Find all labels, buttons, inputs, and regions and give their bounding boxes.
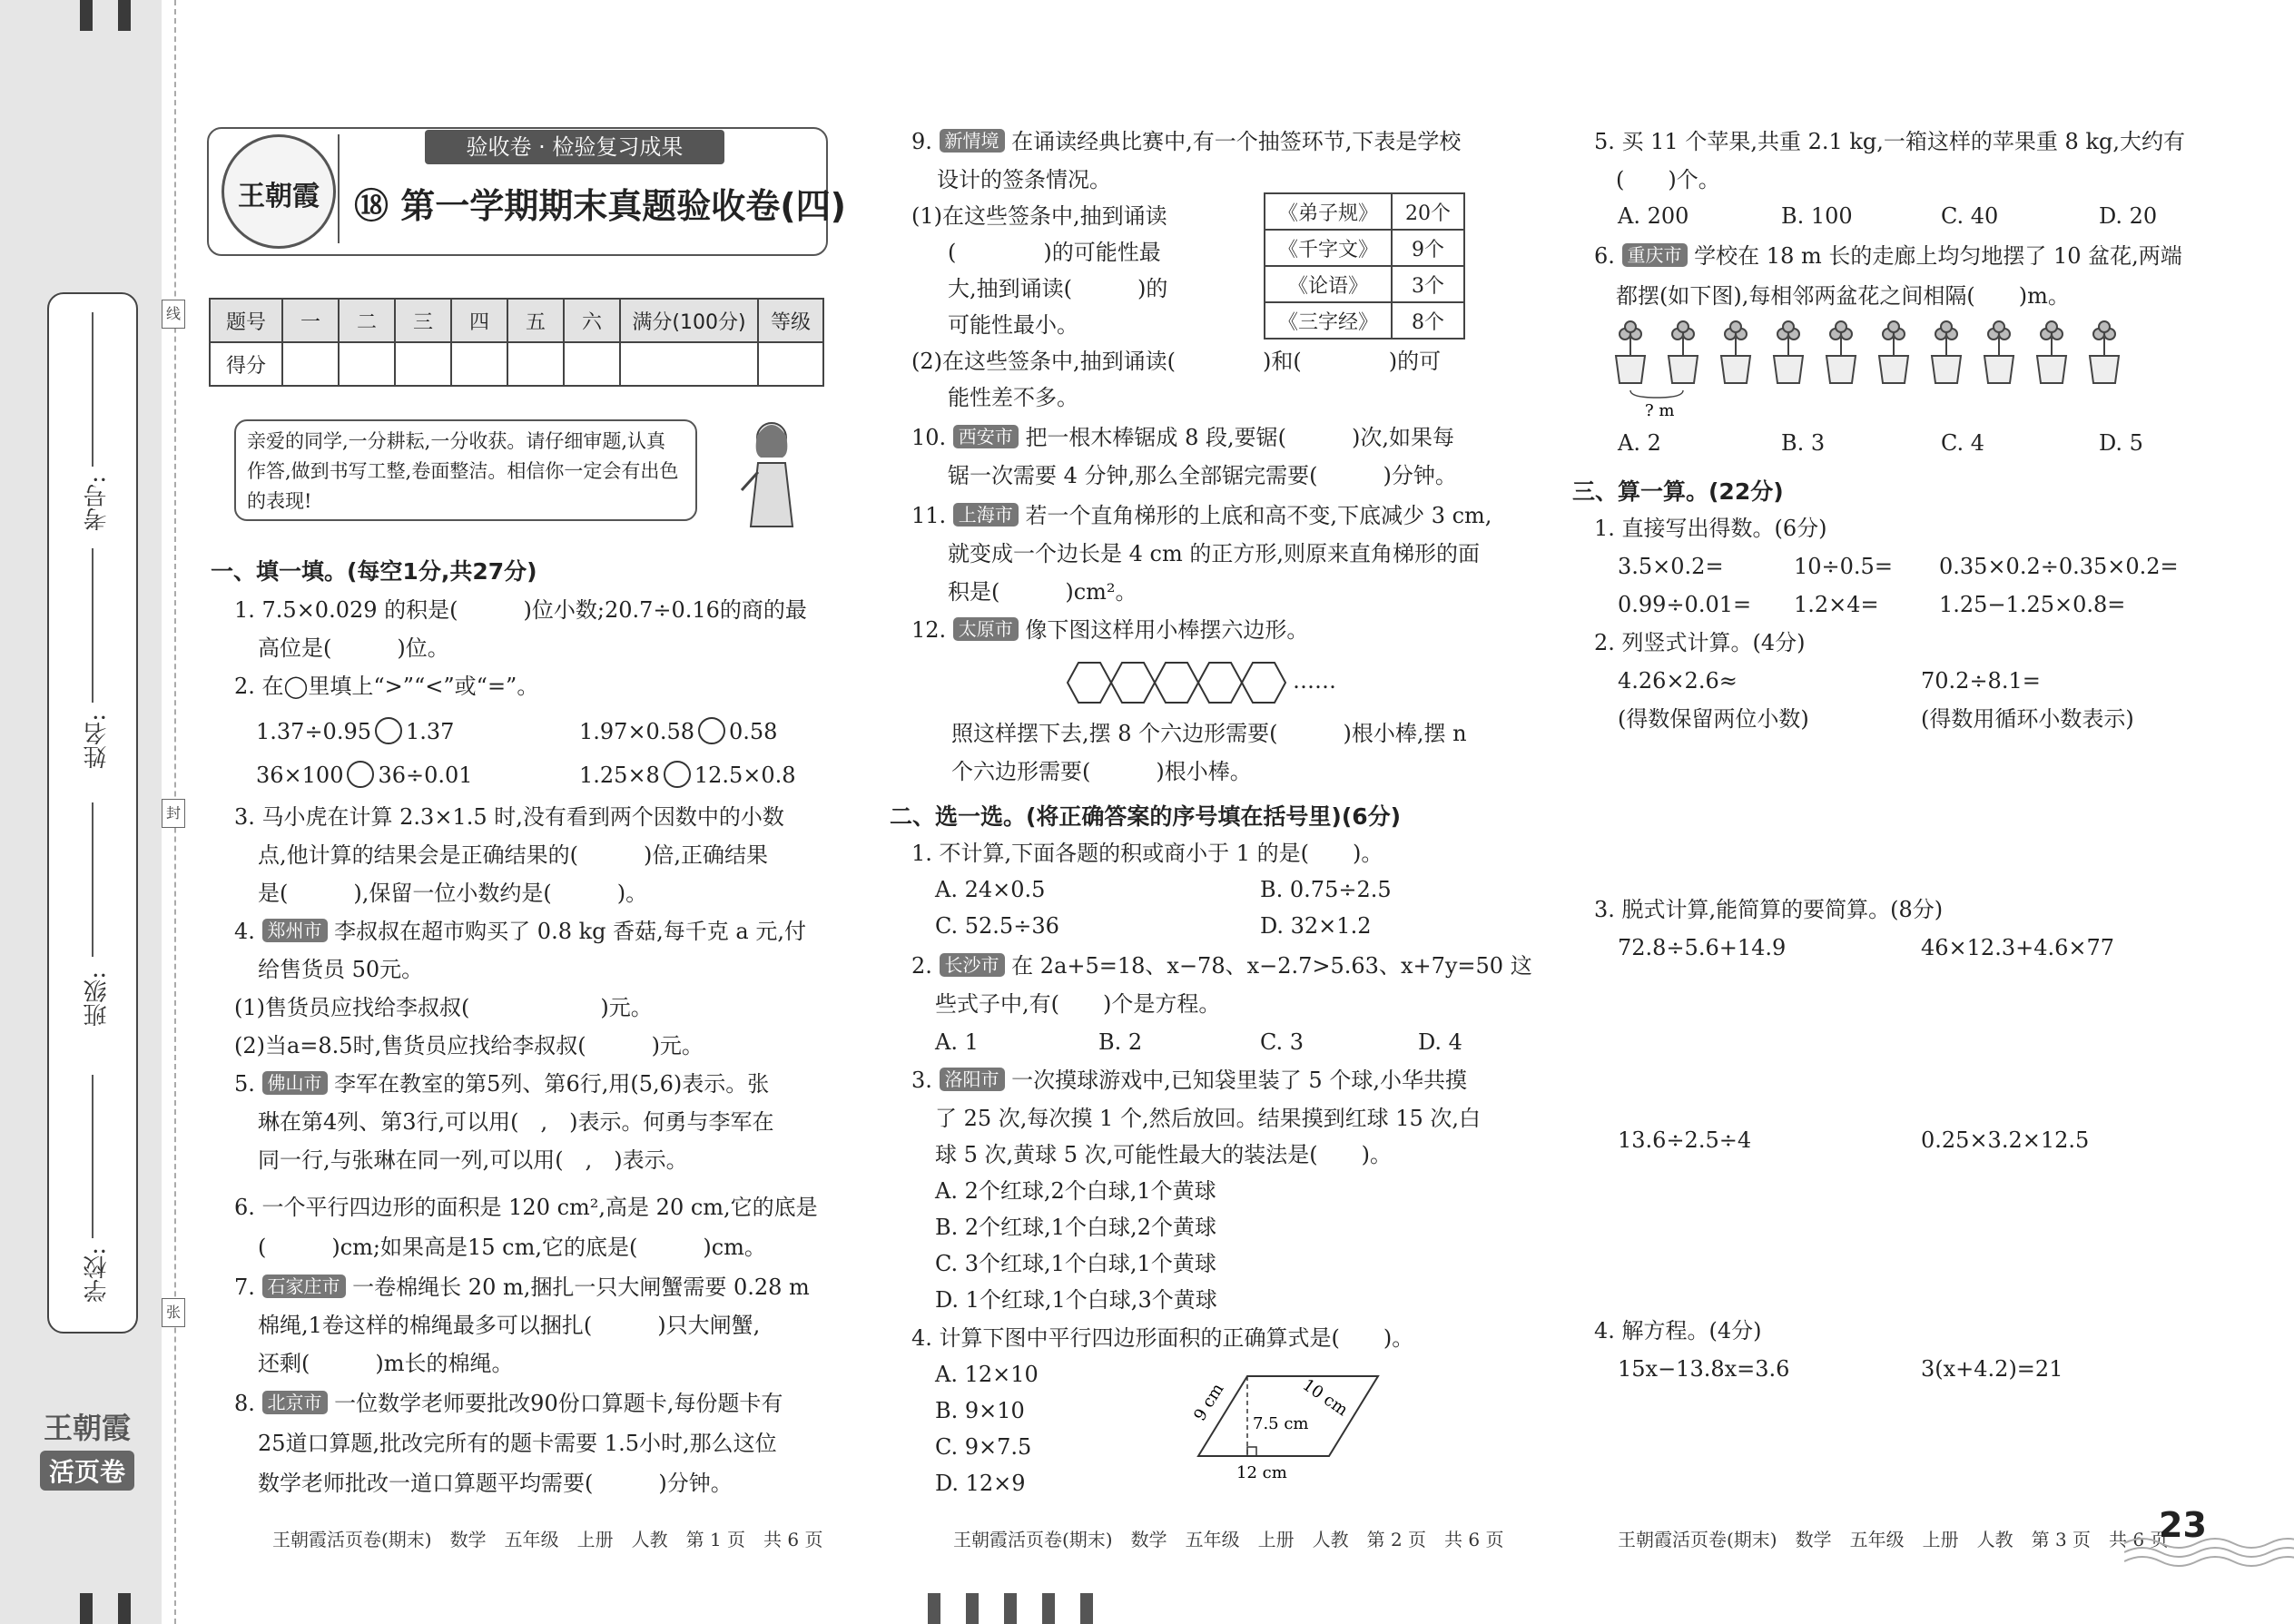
q1-line: 高位是( )位。 (258, 635, 449, 661)
c6-line: 都摆(如下图),每相邻两盆花之间相隔( )m。 (1616, 283, 2070, 309)
q9-sub: 能性差不多。 (948, 385, 1078, 410)
hexagon-figure (1057, 657, 1293, 708)
binding-mark (1004, 1593, 1017, 1624)
option[interactable]: D. 32×1.2 (1260, 913, 1372, 939)
compare-circle[interactable] (375, 717, 402, 744)
option[interactable]: C. 3 (1260, 1029, 1305, 1055)
q9-line: 9. 新情境 在诵读经典比赛中,有一个抽签环节,下表是学校 (911, 129, 1462, 154)
q12-text: 像下图这样用小棒摆六边形。 (1025, 617, 1309, 643)
q9-line: 设计的签条情况。 (937, 167, 1111, 192)
q9-sub: 大,抽到诵读( )的 (948, 276, 1168, 301)
q9-sub: ( )的可能性最 (948, 240, 1161, 265)
q2-right: 12.5×0.8 (694, 763, 796, 788)
draw-table (1264, 192, 1465, 340)
q6-line: 6. 一个平行四边形的面积是 120 cm²,高是 20 cm,它的底是 (234, 1195, 818, 1220)
s1-heading: 1. 直接写出得数。(6分) (1594, 516, 1827, 541)
brand-name: 王朝霞 (43, 1411, 131, 1445)
q2-item (579, 714, 777, 751)
score-row-label: 得分 (210, 342, 282, 386)
brand-logo (40, 1405, 134, 1491)
q11-line: 11. 上海市 若一个直角梯形的上底和高不变,下底减少 3 cm, (911, 503, 1492, 528)
binding-mark (928, 1593, 940, 1624)
q4-sub: (2)当a=8.5时,售货员应找给李叔叔( )元。 (234, 1033, 704, 1058)
q2-item (256, 757, 473, 794)
c2-text: 在 2a+5=18、x−78、x−2.7>5.63、x+7y=50 这 (1011, 953, 1532, 979)
option[interactable]: C. 40 (1941, 203, 1999, 229)
score-header: 等级 (758, 299, 823, 342)
fig-label-side: 9 cm (1190, 1380, 1228, 1425)
binding-mark (118, 1593, 131, 1624)
page-footer: 王朝霞活页卷(期末) 数学 五年级 上册 人教 第 3 页 共 6 页 (1618, 1529, 2169, 1550)
region-tag: 长沙市 (940, 953, 1005, 977)
intro-bubble: 亲爱的同学,一分耕耘,一分收获。请仔细审题,认真作答,做到书写工整,卷面整洁。相信你一定会有出色的表现! (234, 419, 697, 521)
option[interactable]: D. 20 (2099, 203, 2158, 229)
calc-item: 72.8÷5.6+14.9 (1618, 935, 1787, 960)
c3-text: 一次摸球游戏中,已知袋里装了 5 个球,小华共摸 (1011, 1068, 1467, 1093)
q5-line: 同一行,与张琳在同一列,可以用( , )表示。 (258, 1147, 688, 1173)
option[interactable]: C. 9×7.5 (935, 1434, 1032, 1460)
calc-item: 46×12.3+4.6×77 (1921, 935, 2115, 960)
table-cell: 20个 (1392, 193, 1464, 230)
fig-label-base: 12 cm (1236, 1463, 1287, 1482)
name-line[interactable] (92, 548, 94, 703)
spacing-label: ? m (1645, 401, 1675, 419)
q7-line: 棉绳,1卷这样的棉绳最多可以捆扎( )只大闸蟹, (258, 1313, 761, 1338)
q9-text: 在诵读经典比赛中,有一个抽签环节,下表是学校 (1011, 129, 1462, 154)
region-tag: 太原市 (953, 617, 1019, 641)
seal-sheet-char: 张 (162, 1298, 185, 1327)
calc-item: 10÷0.5= (1794, 554, 1893, 579)
q10-line: 锯一次需要 4 分钟,那么全部锯完需要( )分钟。 (948, 463, 1457, 488)
q2-left: 1.25×8 (579, 763, 660, 788)
option[interactable]: C. 3个红球,1个白球,1个黄球 (935, 1251, 1216, 1276)
option[interactable]: C. 4 (1941, 430, 1985, 456)
q3-line: 点,他计算的结果会是正确结果的( )倍,正确结果 (258, 842, 768, 868)
option[interactable]: A. 1 (935, 1029, 979, 1055)
name-label: 姓名: (84, 714, 111, 769)
header-divider (338, 134, 340, 243)
compare-circle[interactable] (347, 761, 374, 788)
calc-item: 3.5×0.2= (1618, 554, 1724, 579)
option[interactable]: C. 52.5÷36 (935, 913, 1059, 939)
score-header: 三 (395, 299, 451, 342)
score-header: 二 (339, 299, 395, 342)
title-text: 第一学期期末真题验收卷(四) (400, 186, 846, 226)
logo-text: 王朝霞 (238, 181, 320, 212)
q2-line: 2. 在◯里填上“>”“<”或“=”。 (234, 674, 539, 699)
page-title (354, 178, 846, 228)
q2-right: 1.37 (405, 719, 455, 744)
c2-line: 2. 长沙市 在 2a+5=18、x−78、x−2.7>5.63、x+7y=50 这 (911, 953, 1532, 979)
c3-line: 了 25 次,每次摸 1 个,然后放回。结果摸到红球 15 次,白 (935, 1106, 1482, 1131)
class-line[interactable] (92, 802, 94, 957)
binding-mark (118, 0, 131, 31)
region-tag: 石家庄市 (262, 1275, 346, 1298)
score-cell[interactable] (758, 342, 823, 386)
table-cell: 《三字经》 (1265, 302, 1392, 339)
calc-note: (得数保留两位小数) (1618, 706, 1809, 732)
q4-line: 4. 郑州市 李叔叔在超市购买了 0.8 kg 香菇,每千克 a 元,付 (234, 919, 806, 944)
page-footer: 王朝霞活页卷(期末) 数学 五年级 上册 人教 第 2 页 共 6 页 (953, 1529, 1504, 1550)
table-cell: 《论语》 (1265, 266, 1392, 302)
calc-item: 15x−13.8x=3.6 (1618, 1356, 1790, 1382)
option[interactable]: D. 5 (2099, 430, 2143, 456)
c5-line: 5. 买 11 个苹果,共重 2.1 kg,一箱这样的苹果重 8 kg,大约有 (1594, 129, 2185, 154)
c6-text: 学校在 18 m 长的走廊上均匀地摆了 10 盆花,两端 (1694, 243, 2182, 269)
section-2-heading: 二、选一选。(将正确答案的序号填在括号里)(6分) (890, 803, 1402, 830)
c5-line: ( )个。 (1616, 167, 1720, 192)
q3-line: 3. 马小虎在计算 2.3×1.5 时,没有看到两个因数中的小数 (234, 804, 784, 830)
score-cell[interactable] (395, 342, 451, 386)
calc-item: 13.6÷2.5÷4 (1618, 1127, 1752, 1153)
binding-mark (80, 1593, 93, 1624)
calc-item: 0.99÷0.01= (1618, 592, 1752, 617)
q3-line: 是( ),保留一位小数约是( )。 (258, 881, 648, 906)
score-header: 题号 (210, 299, 282, 342)
school-line[interactable] (92, 1075, 94, 1238)
option[interactable]: A. 12×10 (935, 1362, 1039, 1387)
q6-line: ( )cm;如果高是15 cm,它的底是( )cm。 (258, 1235, 766, 1260)
parallelogram-figure (1180, 1367, 1398, 1485)
score-header: 四 (451, 299, 507, 342)
compare-circle[interactable] (698, 717, 725, 744)
c4-line: 4. 计算下图中平行四边形面积的正确算式是( )。 (911, 1325, 1414, 1351)
q2-item (256, 714, 454, 751)
q2-left: 1.97×0.58 (579, 719, 694, 744)
fig-label-slant: 10 cm (1298, 1375, 1352, 1421)
q7-line: 7. 石家庄市 一卷棉绳长 20 m,捆扎一只大闸蟹需要 0.28 m (234, 1275, 810, 1300)
c3-line: 3. 洛阳市 一次摸球游戏中,已知袋里装了 5 个球,小华共摸 (911, 1068, 1467, 1093)
table-cell: 9个 (1392, 230, 1464, 266)
calc-item: 1.2×4= (1794, 592, 1879, 617)
calc-item: 4.26×2.6≈ (1618, 668, 1738, 694)
calc-item: 1.25−1.25×0.8= (1939, 592, 2126, 617)
region-tag: 佛山市 (262, 1071, 328, 1095)
section-3-heading: 三、算一算。(22分) (1572, 478, 1784, 505)
score-cell[interactable] (564, 342, 620, 386)
section-1-heading: 一、填一填。(每空1分,共27分) (211, 558, 537, 585)
score-cell[interactable] (507, 342, 564, 386)
q4-text: 李叔叔在超市购买了 0.8 kg 香菇,每千克 a 元,付 (334, 919, 806, 944)
q2-right: 0.58 (728, 719, 778, 744)
school-logo (222, 134, 336, 249)
option[interactable]: B. 2个红球,1个白球,2个黄球 (935, 1215, 1216, 1240)
hexagon-dots: …… (1293, 668, 1336, 694)
seal-line-char: 线 (162, 300, 185, 329)
s4-heading: 4. 解方程。(4分) (1594, 1318, 1762, 1343)
q10-line: 10. 西安市 把一根木棒锯成 8 段,要锯( )次,如果每 (911, 425, 1454, 450)
table-cell: 8个 (1392, 302, 1464, 339)
calc-item: 70.2÷8.1= (1921, 668, 2041, 694)
exam-id-label: 考号: (84, 476, 111, 531)
q7-line: 还剩( )m长的棉绳。 (258, 1351, 514, 1376)
binding-mark (1042, 1593, 1055, 1624)
q2-left: 36×100 (256, 763, 344, 788)
calc-item: 0.35×0.2÷0.35×0.2= (1939, 554, 2179, 579)
s3-heading: 3. 脱式计算,能简算的要简算。(8分) (1594, 897, 1944, 922)
q12-line: 12. 太原市 像下图这样用小棒摆六边形。 (911, 617, 1309, 643)
q2-right: 36÷0.01 (378, 763, 473, 788)
q9-sub: (2)在这些签条中,抽到诵读( )和( )的可 (911, 349, 1442, 374)
flower-pots-figure (1612, 320, 2202, 419)
region-tag: 重庆市 (1622, 243, 1688, 267)
table-cell: 《弟子规》 (1265, 193, 1392, 230)
calc-note: (得数用循环小数表示) (1921, 706, 2134, 732)
brand-sub: 活页卷 (40, 1451, 134, 1491)
score-header: 五 (507, 299, 564, 342)
option[interactable]: A. 2个红球,2个白球,1个黄球 (935, 1178, 1216, 1204)
option[interactable]: D. 4 (1418, 1029, 1462, 1055)
q10-text: 把一根木棒锯成 8 段,要锯( )次,如果每 (1025, 425, 1454, 450)
option[interactable]: B. 0.75÷2.5 (1260, 877, 1392, 902)
q8-line: 数学老师批改一道口算题平均需要( )分钟。 (258, 1471, 733, 1496)
q2-item (579, 757, 796, 794)
region-tag: 北京市 (262, 1391, 328, 1414)
option[interactable]: A. 2 (1618, 430, 1661, 456)
option[interactable]: B. 3 (1781, 430, 1826, 456)
option[interactable]: D. 1个红球,1个白球,3个黄球 (935, 1287, 1217, 1313)
page-number: 23 (2159, 1505, 2207, 1545)
c1-line: 1. 不计算,下面各题的积或商小于 1 的是( )。 (911, 841, 1383, 866)
c6-line: 6. 重庆市 学校在 18 m 长的走廊上均匀地摆了 10 盆花,两端 (1594, 243, 2182, 269)
q1-line: 1. 7.5×0.029 的积是( )位小数;20.7÷0.16的商的最 (234, 597, 807, 623)
score-cell[interactable] (339, 342, 395, 386)
option[interactable]: A. 24×0.5 (935, 877, 1046, 902)
option[interactable]: D. 12×9 (935, 1471, 1026, 1496)
region-tag: 郑州市 (262, 919, 328, 942)
q2-left: 1.37÷0.95 (256, 719, 371, 744)
compare-circle[interactable] (664, 761, 691, 788)
table-cell: 《千字文》 (1265, 230, 1392, 266)
score-header: 六 (564, 299, 620, 342)
option[interactable]: B. 2 (1098, 1029, 1143, 1055)
q8-text: 一位数学老师要批改90份口算题卡,每份题卡有 (334, 1391, 783, 1416)
wave-decoration (2124, 1534, 2294, 1567)
binding-mark (966, 1593, 979, 1624)
q7-text: 一卷棉绳长 20 m,捆扎一只大闸蟹需要 0.28 m (352, 1275, 810, 1300)
q4-sub: (1)售货员应找给李叔叔( )元。 (234, 995, 653, 1020)
option[interactable]: B. 9×10 (935, 1398, 1025, 1423)
option[interactable]: B. 100 (1781, 203, 1853, 229)
q9-sub: (1)在这些签条中,抽到诵读 (911, 203, 1167, 229)
q9-sub: 可能性最小。 (948, 312, 1078, 338)
q11-text: 若一个直角梯形的上底和高不变,下底减少 3 cm, (1025, 503, 1492, 528)
banner: 验收卷 · 检验复习成果 (425, 130, 724, 164)
score-cell[interactable] (451, 342, 507, 386)
seal-seal-char: 封 (162, 799, 185, 828)
q8-line: 25道口算题,批改完所有的题卡需要 1.5小时,那么这位 (258, 1431, 777, 1456)
region-tag: 西安市 (953, 425, 1019, 448)
exam-id-line[interactable] (92, 312, 94, 467)
title-number: ⑱ (354, 186, 389, 226)
q5-line: 琳在第4列、第3行,可以用( , )表示。何勇与李军在 (258, 1109, 774, 1135)
region-tag: 洛阳市 (940, 1068, 1005, 1091)
q11-line: 积是( )cm²。 (948, 579, 1137, 605)
fig-label-height: 7.5 cm (1253, 1414, 1309, 1433)
q12-line: 个六边形需要( )根小棒。 (951, 759, 1252, 784)
q11-line: 就变成一个边长是 4 cm 的正方形,则原来直角梯形的面 (948, 541, 1480, 566)
q5-text: 李军在教室的第5列、第6行,用(5,6)表示。张 (334, 1071, 770, 1097)
score-header: 一 (282, 299, 339, 342)
c3-line: 球 5 次,黄球 5 次,可能性最大的装法是( )。 (935, 1142, 1393, 1167)
score-header: 满分(100分) (620, 299, 758, 342)
q4-line: 给售货员 50元。 (258, 957, 424, 982)
region-tag: 上海市 (953, 503, 1019, 527)
binding-mark (80, 0, 93, 31)
table-cell: 3个 (1392, 266, 1464, 302)
q5-line: 5. 佛山市 李军在教室的第5列、第6行,用(5,6)表示。张 (234, 1071, 770, 1097)
q8-line: 8. 北京市 一位数学老师要批改90份口算题卡,每份题卡有 (234, 1391, 783, 1416)
class-label: 班级: (84, 971, 111, 1027)
girl-illustration (740, 418, 803, 536)
calc-item: 0.25×3.2×12.5 (1921, 1127, 2090, 1153)
page-footer: 王朝霞活页卷(期末) 数学 五年级 上册 人教 第 1 页 共 6 页 (272, 1529, 823, 1550)
score-cell[interactable] (620, 342, 758, 386)
score-table (209, 298, 824, 387)
option[interactable]: A. 200 (1618, 203, 1689, 229)
binding-mark (1080, 1593, 1093, 1624)
school-label: 学校: (84, 1247, 111, 1303)
q12-line: 照这样摆下去,摆 8 个六边形需要( )根小棒,摆 n (951, 721, 1467, 746)
calc-item: 3(x+4.2)=21 (1921, 1356, 2063, 1382)
region-tag: 新情境 (940, 129, 1005, 153)
s2-heading: 2. 列竖式计算。(4分) (1594, 630, 1806, 655)
score-cell[interactable] (282, 342, 339, 386)
c2-line: 些式子中,有( )个是方程。 (935, 991, 1221, 1017)
student-info-box (47, 292, 138, 1334)
